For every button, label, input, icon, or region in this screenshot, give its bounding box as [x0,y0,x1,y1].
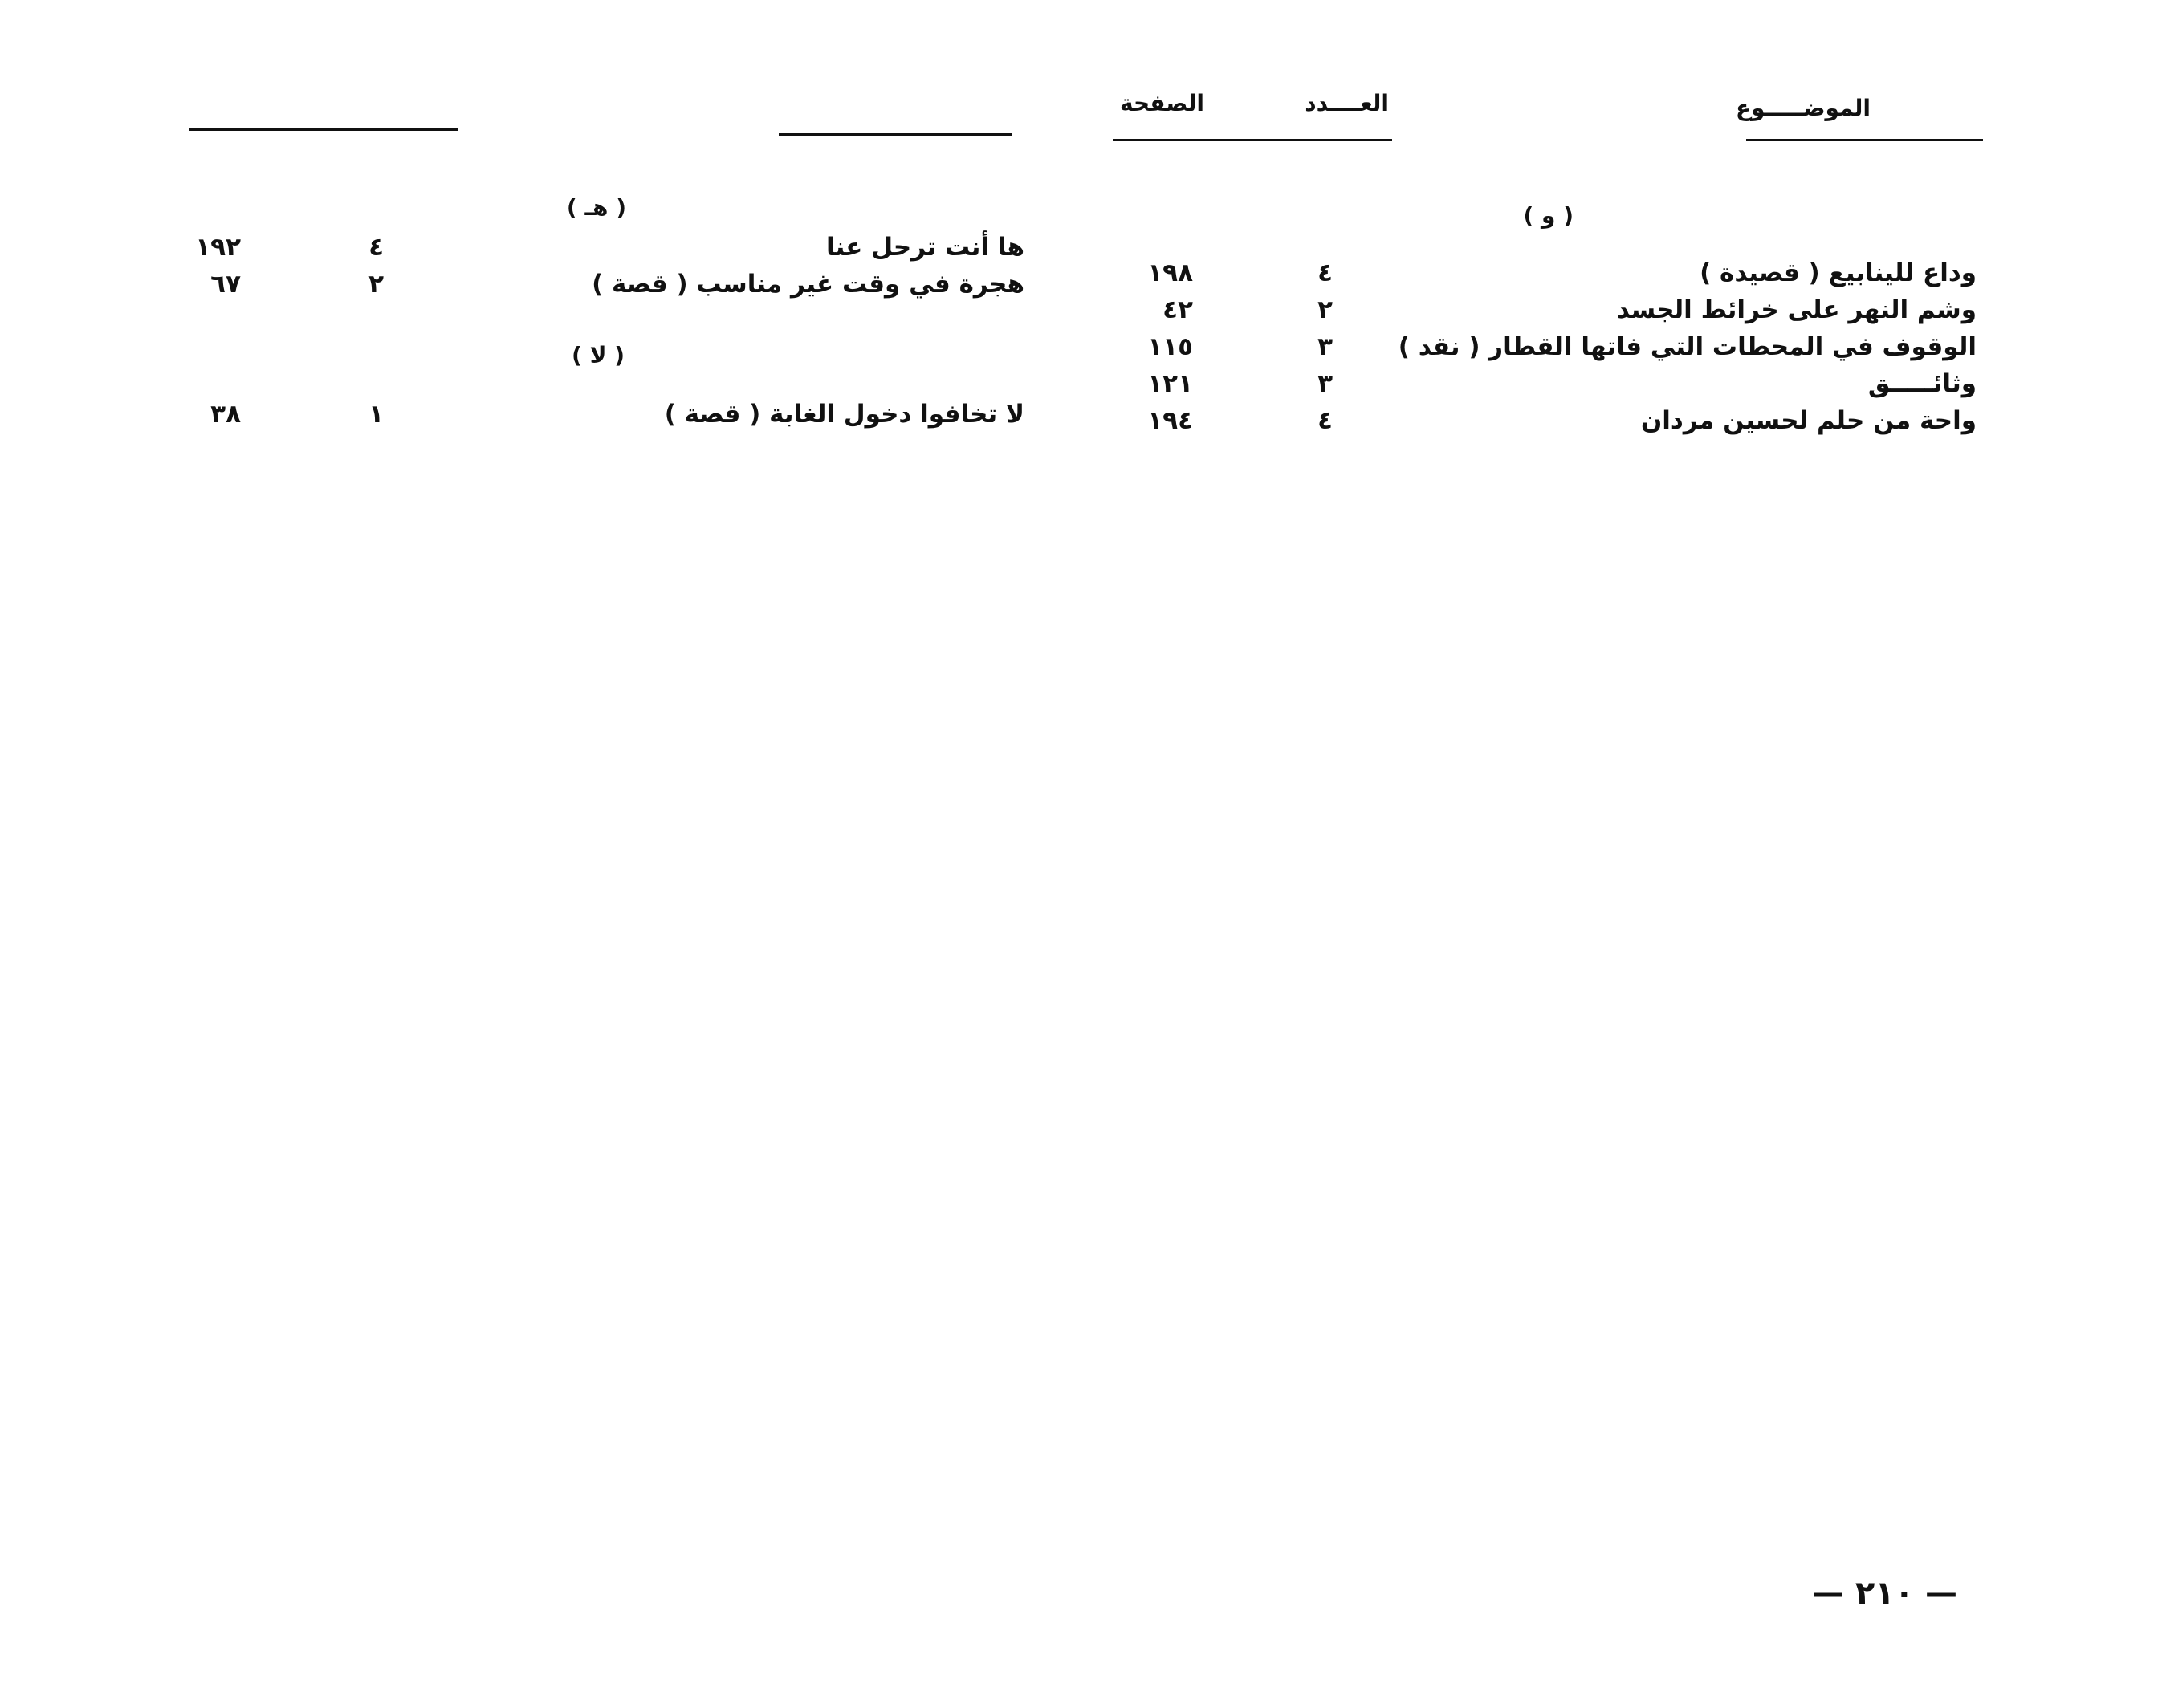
index-entry-title: وشم النهر على خرائط الجسد [1616,295,1977,324]
column-header-topic: الموضـــــوع [1735,95,1871,121]
index-entry-issue: ٤ [1317,258,1333,287]
section-label-waw: ( و ) [1523,202,1574,229]
index-entry-page: ٦٧ [210,270,241,299]
index-entry-page: ١٩٨ [1147,258,1193,287]
index-entry-page: ٤٢ [1162,295,1193,324]
index-entry-issue: ٤ [1317,406,1333,435]
column-header-page: الصفحة [1119,90,1204,116]
index-entry-page: ١٩٢ [195,233,241,262]
index-entry-issue: ١ [368,400,384,429]
section-label-ha: ( هـ ) [566,194,626,221]
index-entry-issue: ٣ [1317,369,1333,398]
index-entry-title: وداع للينابيع ( قصيدة ) [1700,258,1977,287]
index-entry-title: واحة من حلم لحسين مردان [1640,406,1977,435]
index-entry-page: ١١٥ [1147,332,1193,361]
header-rule-issue-page [1113,139,1392,141]
index-entry-title: ها أنت ترحل عنا [825,233,1024,262]
index-entry-page: ٣٨ [210,400,241,429]
header-rule-left-title [779,133,1012,136]
index-entry-title: وثائـــــق [1867,369,1977,398]
column-header-issue: العــــدد [1305,90,1389,116]
index-entry-issue: ٢ [1317,295,1333,324]
header-rule-topic [1746,139,1983,141]
index-entry-title: هجرة في وقت غير مناسب ( قصة ) [592,270,1024,299]
index-entry-page: ١٩٤ [1147,406,1193,435]
index-entry-title: الوقوف في المحطات التي فاتها القطار ( نقد ) [1398,332,1977,361]
index-entry-issue: ٢ [368,270,384,299]
section-label-la: ( لا ) [572,342,625,368]
index-entry-page: ١٢١ [1147,369,1193,398]
index-entry-issue: ٤ [368,233,384,262]
index-entry-issue: ٣ [1317,332,1333,361]
page-number: — ٢١٠ — [1811,1575,1957,1612]
index-entry-title: لا تخافوا دخول الغابة ( قصة ) [664,400,1024,429]
header-rule-left-numbers [189,128,458,131]
